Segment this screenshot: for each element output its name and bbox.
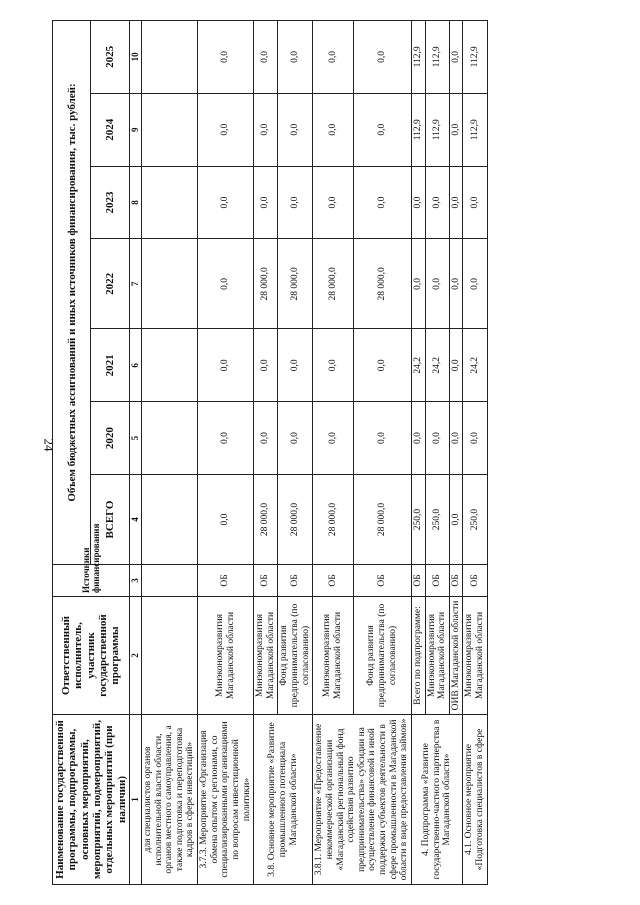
value-cell (141, 239, 197, 329)
value-cell: 24,2 (411, 329, 425, 402)
column-number: 8 (129, 166, 141, 239)
executor-cell: Фонд развития предпринимательства (по согласованию) (278, 597, 313, 715)
column-number: 5 (129, 402, 141, 475)
value-cell: 0,0 (254, 166, 278, 239)
executor-cell: Фонд развития предпринимательства (по согласованию) (353, 597, 411, 715)
program-name-cell: 3.7.3. Мероприятие «Организация обмена опытом с регионами, со специализированными организациями по вопросам инвестиционной политики» (198, 715, 254, 885)
value-cell: 250,0 (411, 475, 425, 565)
executor-cell: Всего по подпрограмме: (411, 597, 425, 715)
table-row (463, 21, 487, 885)
header-executor: Ответственный исполнитель, участник государственной программы (53, 597, 130, 715)
value-cell: 0,0 (313, 21, 353, 94)
value-cell: 112,9 (425, 21, 449, 94)
value-cell: 24,2 (425, 329, 449, 402)
value-cell: 0,0 (463, 239, 487, 329)
value-cell: 112,9 (463, 93, 487, 166)
value-cell: 0,0 (425, 402, 449, 475)
value-cell: 28 000,0 (353, 239, 411, 329)
header-year-2024: 2024 (91, 93, 129, 166)
value-cell: 0,0 (198, 21, 254, 94)
value-cell: 0,0 (313, 166, 353, 239)
value-cell: 0,0 (411, 239, 425, 329)
table-body (141, 21, 487, 885)
rotated-page-content (52, 20, 572, 885)
value-cell: 0,0 (463, 166, 487, 239)
column-number: 7 (129, 239, 141, 329)
value-cell: 28 000,0 (313, 475, 353, 565)
value-cell: 112,9 (411, 93, 425, 166)
value-cell: 0,0 (449, 166, 463, 239)
funding-source-cell: ОБ (278, 565, 313, 597)
value-cell (141, 21, 197, 94)
executor-cell: Минэкономразвития Магаданской области (198, 597, 254, 715)
executor-cell: Минэкономразвития Магаданской области (254, 597, 278, 715)
value-cell: 112,9 (425, 93, 449, 166)
value-cell: 112,9 (411, 21, 425, 94)
header-year-2023: 2023 (91, 166, 129, 239)
table-row (411, 21, 425, 885)
program-name-cell: 3.8.1. Мероприятие «Предоставление некоммерческой организации «Магаданский региональный фонд содействия развитию предпринимательства» субсидии на осуществление финансовой и иной поддержки субъектов деятельности в сфере промышленности в Магаданской области в виде предоставления займов» (313, 715, 412, 885)
column-number-row (129, 21, 141, 885)
value-cell: 0,0 (449, 475, 463, 565)
column-number: 9 (129, 93, 141, 166)
value-cell: 0,0 (278, 21, 313, 94)
value-cell: 0,0 (425, 239, 449, 329)
value-cell: 0,0 (449, 21, 463, 94)
value-cell: 0,0 (198, 329, 254, 402)
funding-source-cell: ОБ (425, 565, 449, 597)
value-cell: 0,0 (254, 402, 278, 475)
funding-source-cell: ОБ (411, 565, 425, 597)
value-cell: 28 000,0 (353, 475, 411, 565)
value-cell: 0,0 (254, 93, 278, 166)
header-year-2025: 2025 (91, 21, 129, 94)
value-cell: 0,0 (313, 93, 353, 166)
program-name-cell: 3.8. Основное мероприятие «Развитие промышленного потенциала Магаданской области» (254, 715, 313, 885)
value-cell: 28 000,0 (254, 239, 278, 329)
header-program-name: Наименование государственной программы, подпрограммы, основных мероприятий, мероприятий, подмероприятий, отдельных мероприятий (при наличии) (53, 715, 130, 885)
funding-source-cell: ОБ (254, 565, 278, 597)
executor-cell: Минэкономразвития Магаданской области (425, 597, 449, 715)
value-cell: 0,0 (198, 402, 254, 475)
value-cell (141, 475, 197, 565)
executor-cell: ОИВ Магаданской области (449, 597, 463, 715)
table-row (198, 21, 254, 885)
value-cell: 0,0 (449, 329, 463, 402)
funding-source-cell (141, 565, 197, 597)
value-cell: 0,0 (353, 402, 411, 475)
executor-cell: Минэкономразвития Магаданской области (463, 597, 487, 715)
value-cell: 0,0 (353, 21, 411, 94)
funding-source-cell: ОБ (449, 565, 463, 597)
column-number: 1 (129, 715, 141, 885)
value-cell (141, 329, 197, 402)
value-cell: 0,0 (313, 402, 353, 475)
value-cell: 0,0 (278, 329, 313, 402)
value-cell: 112,9 (463, 21, 487, 94)
value-cell: 0,0 (411, 402, 425, 475)
value-cell: 28 000,0 (278, 475, 313, 565)
value-cell: 28 000,0 (254, 475, 278, 565)
value-cell: 0,0 (198, 475, 254, 565)
column-number: 4 (129, 475, 141, 565)
column-number: 10 (129, 21, 141, 94)
table-row (254, 21, 278, 885)
table-row (141, 21, 197, 885)
executor-cell (141, 597, 197, 715)
value-cell: 250,0 (463, 475, 487, 565)
value-cell: 250,0 (425, 475, 449, 565)
funding-source-cell: ОБ (353, 565, 411, 597)
page-number: 24 (41, 438, 57, 452)
program-name-cell: для специалистов органов исполнительной власти области, органов местного самоуправления, а также подготовка и переподготовка кадров в сфере инвестиций» (141, 715, 197, 885)
program-name-cell: 4.1. Основное мероприятие «Подготовка специалистов в сфере (463, 715, 487, 885)
value-cell: 0,0 (254, 329, 278, 402)
value-cell: 0,0 (425, 166, 449, 239)
header-year-2022: 2022 (91, 239, 129, 329)
program-name-cell: 4. Подпрограмма «Развитие государственно-частного партнерства в Магаданской области» (411, 715, 463, 885)
column-number: 2 (129, 597, 141, 715)
header-year-2020: 2020 (91, 402, 129, 475)
header-year-2021: 2021 (91, 329, 129, 402)
value-cell: 0,0 (449, 402, 463, 475)
value-cell: 0,0 (198, 239, 254, 329)
value-cell: 0,0 (278, 402, 313, 475)
value-cell: 28 000,0 (278, 239, 313, 329)
value-cell: 0,0 (449, 239, 463, 329)
executor-cell: Минэкономразвития Магаданской области (313, 597, 353, 715)
funding-table (52, 20, 488, 885)
value-cell (141, 166, 197, 239)
value-cell: 0,0 (254, 21, 278, 94)
value-cell (141, 402, 197, 475)
value-cell: 0,0 (278, 93, 313, 166)
value-cell: 0,0 (463, 402, 487, 475)
column-number: 3 (129, 565, 141, 597)
value-cell: 0,0 (198, 166, 254, 239)
header-funding-source: Источники финансирования (53, 565, 130, 597)
value-cell: 0,0 (411, 166, 425, 239)
value-cell (141, 93, 197, 166)
value-cell: 0,0 (449, 93, 463, 166)
column-number: 6 (129, 329, 141, 402)
header-total: ВСЕГО (91, 475, 129, 565)
funding-source-cell: ОБ (313, 565, 353, 597)
value-cell: 0,0 (353, 166, 411, 239)
header-funding-volume: Объем бюджетных ассигнований и иных источников финансирования, тыс. рублей: (53, 21, 91, 565)
value-cell: 0,0 (278, 166, 313, 239)
value-cell: 24,2 (463, 329, 487, 402)
value-cell: 0,0 (198, 93, 254, 166)
value-cell: 0,0 (353, 93, 411, 166)
value-cell: 0,0 (353, 329, 411, 402)
value-cell: 0,0 (313, 329, 353, 402)
table-row (313, 21, 353, 885)
funding-source-cell: ОБ (463, 565, 487, 597)
funding-source-cell: ОБ (198, 565, 254, 597)
value-cell: 28 000,0 (313, 239, 353, 329)
